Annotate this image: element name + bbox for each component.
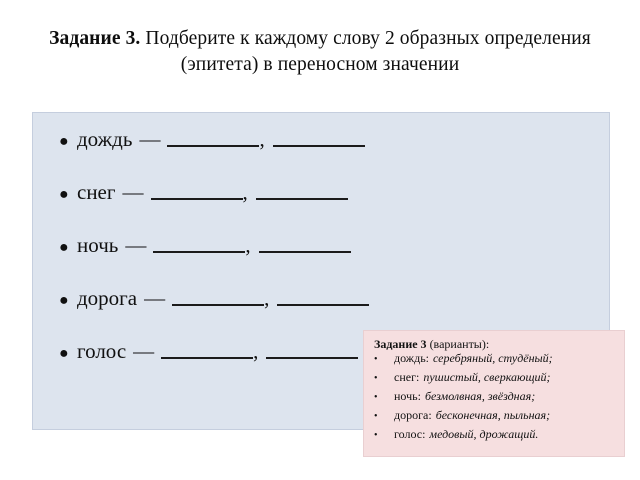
- task-dash: —: [133, 339, 155, 364]
- answer-key-values: бесконечная, пыльная;: [435, 408, 551, 422]
- answer-key-heading-rest: (варианты):: [426, 337, 490, 351]
- task-blank-first[interactable]: [172, 287, 264, 306]
- bullet-icon: •: [374, 392, 378, 403]
- task-word: голос: [77, 339, 127, 364]
- task-blank-first[interactable]: [151, 181, 243, 200]
- task-blank-first[interactable]: [161, 340, 253, 359]
- task-word: снег: [77, 180, 116, 205]
- task-dash: —: [125, 233, 147, 258]
- task-blank-second[interactable]: [266, 340, 358, 359]
- page-title-rest: Подберите к каждому слову 2 образных определения (эпитета) в переносном значении: [140, 28, 591, 75]
- task-blank-second[interactable]: [259, 234, 351, 253]
- task-blank-second[interactable]: [277, 287, 369, 306]
- answer-key-values: медовый, дрожащий.: [429, 427, 539, 441]
- bullet-icon: ●: [59, 345, 69, 363]
- answer-key-row: [374, 352, 616, 371]
- answer-key-label: ночь:: [394, 389, 421, 403]
- page-title-prefix: Задание 3.: [49, 28, 141, 49]
- page-title: [28, 26, 612, 77]
- task-word: дорога: [77, 286, 138, 311]
- bullet-icon: ●: [59, 133, 69, 151]
- bullet-icon: •: [374, 354, 378, 365]
- answer-key-label: голос:: [394, 427, 426, 441]
- answer-key-values: пушистый, сверкающий;: [423, 370, 551, 384]
- task-comma: ,: [264, 286, 270, 311]
- answer-key-values: безмолвная, звёздная;: [424, 389, 536, 403]
- task-row: [33, 180, 609, 233]
- task-blank-first[interactable]: [167, 128, 259, 147]
- bullet-icon: •: [374, 411, 378, 422]
- task-row: [33, 233, 609, 286]
- bullet-icon: ●: [59, 292, 69, 310]
- task-dash: —: [122, 180, 144, 205]
- answer-key-row: [374, 371, 616, 390]
- bullet-icon: •: [374, 373, 378, 384]
- answer-key-list: [374, 352, 616, 447]
- task-row: [33, 127, 609, 180]
- answer-key-label: снег:: [394, 370, 420, 384]
- answer-key-heading-bold: Задание 3: [374, 337, 427, 351]
- task-dash: —: [139, 127, 161, 152]
- task-comma: ,: [242, 180, 248, 205]
- task-word: дождь: [77, 127, 133, 152]
- answer-key-box: [363, 330, 625, 457]
- task-blank-second[interactable]: [273, 128, 365, 147]
- answer-key-values: серебряный, студёный;: [433, 351, 553, 365]
- answer-key-label: дождь:: [394, 351, 430, 365]
- task-dash: —: [144, 286, 166, 311]
- task-comma: ,: [253, 339, 259, 364]
- bullet-icon: ●: [59, 239, 69, 257]
- answer-key-row: [374, 428, 616, 447]
- answer-key-label: дорога:: [394, 408, 432, 422]
- bullet-icon: •: [374, 430, 378, 441]
- task-blank-first[interactable]: [153, 234, 245, 253]
- task-comma: ,: [259, 127, 265, 152]
- answer-key-row: [374, 409, 616, 428]
- bullet-icon: ●: [59, 186, 69, 204]
- task-comma: ,: [245, 233, 251, 258]
- answer-key-heading: [374, 338, 616, 350]
- answer-key-row: [374, 390, 616, 409]
- task-blank-second[interactable]: [256, 181, 348, 200]
- task-word: ночь: [77, 233, 119, 258]
